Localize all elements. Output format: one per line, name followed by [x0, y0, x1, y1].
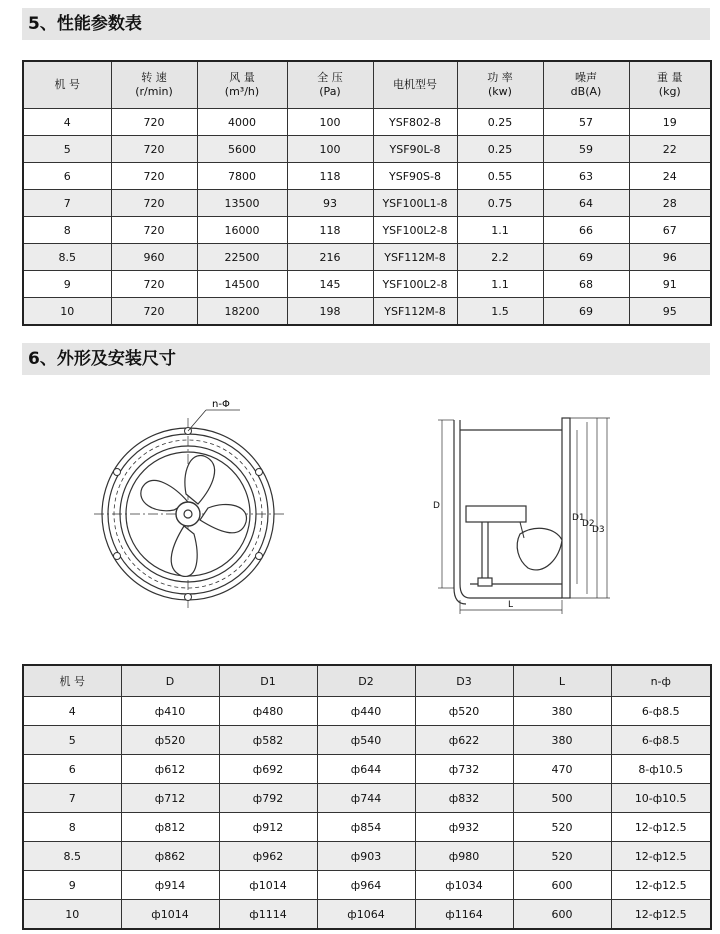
dimensions-cell: ф1114 — [219, 900, 317, 930]
dimensions-cell: ф792 — [219, 784, 317, 813]
performance-cell: 720 — [111, 163, 197, 190]
performance-cell: 68 — [543, 271, 629, 298]
performance-cell: 4000 — [197, 109, 287, 136]
dim-label-d1: D1 — [572, 513, 585, 523]
header-line-2: (kw) — [488, 85, 512, 98]
performance-cell: 7 — [23, 190, 111, 217]
performance-table — [22, 60, 712, 326]
header-line-1: 重 量 — [657, 71, 683, 84]
performance-cell: YSF100L1-8 — [373, 190, 457, 217]
performance-cell: 64 — [543, 190, 629, 217]
fan-side-view-drawing — [432, 408, 622, 618]
dimensions-row — [23, 813, 711, 842]
performance-cell: 69 — [543, 244, 629, 271]
dimensions-header-cell: D — [121, 665, 219, 697]
hole-count-label: n-Φ — [212, 399, 230, 410]
performance-cell: 118 — [287, 163, 373, 190]
header-line-1: 电机型号 — [393, 78, 437, 91]
performance-cell: 10 — [23, 298, 111, 326]
header-line-2: (m³/h) — [224, 85, 260, 98]
dimensions-row — [23, 726, 711, 755]
performance-cell: 93 — [287, 190, 373, 217]
dimensions-cell: ф744 — [317, 784, 415, 813]
dimensions-cell: ф520 — [415, 697, 513, 726]
performance-cell: 19 — [629, 109, 711, 136]
dimensions-header-cell: L — [513, 665, 611, 697]
performance-cell: 22500 — [197, 244, 287, 271]
dimensions-cell: ф410 — [121, 697, 219, 726]
dimensions-cell: 500 — [513, 784, 611, 813]
dimensions-cell: 4 — [23, 697, 121, 726]
dimensions-header-cell: 机 号 — [23, 665, 121, 697]
dimensions-row — [23, 784, 711, 813]
dimensions-cell: 600 — [513, 871, 611, 900]
dimensions-cell: ф964 — [317, 871, 415, 900]
performance-cell: 69 — [543, 298, 629, 326]
header-line-2: dB(A) — [570, 85, 602, 98]
dimensions-cell: ф540 — [317, 726, 415, 755]
performance-row — [23, 109, 711, 136]
dim-label-d3: D3 — [592, 525, 605, 535]
performance-header-cell — [373, 61, 457, 109]
performance-cell: 0.25 — [457, 109, 543, 136]
dimensions-cell: ф520 — [121, 726, 219, 755]
dimensions-cell: 6-ф8.5 — [611, 726, 711, 755]
dimensions-cell: ф1014 — [219, 871, 317, 900]
performance-cell: YSF112M-8 — [373, 244, 457, 271]
dimensions-cell: 10 — [23, 900, 121, 930]
performance-cell: 100 — [287, 109, 373, 136]
performance-cell: 8.5 — [23, 244, 111, 271]
performance-cell: 91 — [629, 271, 711, 298]
header-line-2: (r/min) — [135, 85, 173, 98]
performance-cell: 18200 — [197, 298, 287, 326]
dimensions-cell: 520 — [513, 842, 611, 871]
dimensions-cell: ф932 — [415, 813, 513, 842]
dimensions-cell: ф480 — [219, 697, 317, 726]
dimensions-row — [23, 900, 711, 930]
dimensions-cell: ф712 — [121, 784, 219, 813]
performance-cell: 4 — [23, 109, 111, 136]
dimensions-cell: 5 — [23, 726, 121, 755]
dimensions-cell: 6-ф8.5 — [611, 697, 711, 726]
performance-row — [23, 190, 711, 217]
performance-cell: 720 — [111, 136, 197, 163]
dimensions-cell: ф612 — [121, 755, 219, 784]
performance-header-cell — [111, 61, 197, 109]
performance-cell: 95 — [629, 298, 711, 326]
performance-cell: 59 — [543, 136, 629, 163]
performance-cell: 13500 — [197, 190, 287, 217]
dimensions-cell: 12-ф12.5 — [611, 813, 711, 842]
dimensions-cell: 380 — [513, 726, 611, 755]
dimensions-cell: 12-ф12.5 — [611, 900, 711, 930]
dimensions-cell: ф903 — [317, 842, 415, 871]
dimensions-cell: 9 — [23, 871, 121, 900]
performance-cell: 118 — [287, 217, 373, 244]
side-blade — [517, 528, 562, 570]
performance-cell: 720 — [111, 298, 197, 326]
performance-row — [23, 298, 711, 326]
dim-label-d2: D2 — [582, 519, 595, 529]
performance-header-cell — [23, 61, 111, 109]
performance-row — [23, 217, 711, 244]
header-line-1: 机 号 — [54, 78, 80, 91]
performance-cell: YSF90L-8 — [373, 136, 457, 163]
performance-row — [23, 244, 711, 271]
performance-header-cell — [197, 61, 287, 109]
dimensions-cell: ф582 — [219, 726, 317, 755]
dimensions-row — [23, 755, 711, 784]
dimensions-cell: ф912 — [219, 813, 317, 842]
dimensions-cell: ф732 — [415, 755, 513, 784]
performance-cell: 8 — [23, 217, 111, 244]
performance-cell: YSF802-8 — [373, 109, 457, 136]
dimensions-row — [23, 871, 711, 900]
dimensions-header-cell: D2 — [317, 665, 415, 697]
performance-cell: 24 — [629, 163, 711, 190]
dimensions-cell: 8 — [23, 813, 121, 842]
performance-cell: YSF112M-8 — [373, 298, 457, 326]
dimensions-cell: ф1014 — [121, 900, 219, 930]
performance-cell: 66 — [543, 217, 629, 244]
performance-cell: 14500 — [197, 271, 287, 298]
dimensions-cell: ф854 — [317, 813, 415, 842]
performance-cell: 7800 — [197, 163, 287, 190]
dimensions-cell: 8-ф10.5 — [611, 755, 711, 784]
performance-cell: 6 — [23, 163, 111, 190]
dimensions-cell: ф980 — [415, 842, 513, 871]
dimensions-row — [23, 842, 711, 871]
performance-header-row — [23, 61, 711, 109]
performance-cell: 1.5 — [457, 298, 543, 326]
dimensions-row — [23, 697, 711, 726]
dimensions-table — [22, 664, 712, 930]
dimensions-cell: ф1064 — [317, 900, 415, 930]
dimensions-cell: 12-ф12.5 — [611, 842, 711, 871]
performance-cell: 720 — [111, 109, 197, 136]
performance-cell: 0.75 — [457, 190, 543, 217]
performance-cell: 2.2 — [457, 244, 543, 271]
dimensions-cell: ф1034 — [415, 871, 513, 900]
performance-cell: 63 — [543, 163, 629, 190]
dimensions-cell: ф1164 — [415, 900, 513, 930]
dim-label-l: L — [508, 600, 514, 610]
dimensions-cell: ф914 — [121, 871, 219, 900]
performance-cell: 16000 — [197, 217, 287, 244]
performance-cell: YSF100L2-8 — [373, 217, 457, 244]
dimensions-cell: 600 — [513, 900, 611, 930]
performance-cell: 5600 — [197, 136, 287, 163]
performance-cell: 28 — [629, 190, 711, 217]
fan-front-view-drawing — [90, 392, 290, 612]
performance-cell: 960 — [111, 244, 197, 271]
dimensions-cell: 470 — [513, 755, 611, 784]
dimensions-header-cell: D1 — [219, 665, 317, 697]
dimensions-cell: 12-ф12.5 — [611, 871, 711, 900]
performance-cell: 198 — [287, 298, 373, 326]
performance-cell: 1.1 — [457, 271, 543, 298]
performance-cell: YSF100L2-8 — [373, 271, 457, 298]
dimensions-cell: ф622 — [415, 726, 513, 755]
performance-cell: 100 — [287, 136, 373, 163]
performance-cell: 216 — [287, 244, 373, 271]
header-line-1: 转 速 — [141, 71, 167, 84]
dimensions-cell: ф440 — [317, 697, 415, 726]
dimensions-cell: ф812 — [121, 813, 219, 842]
performance-cell: 0.25 — [457, 136, 543, 163]
performance-cell: 720 — [111, 190, 197, 217]
dim-label-d: D — [433, 501, 440, 511]
dimensions-cell: ф644 — [317, 755, 415, 784]
performance-cell: 67 — [629, 217, 711, 244]
performance-cell: 145 — [287, 271, 373, 298]
dimensions-cell: 6 — [23, 755, 121, 784]
performance-header-cell — [457, 61, 543, 109]
dimensions-cell: 8.5 — [23, 842, 121, 871]
performance-header-cell — [287, 61, 373, 109]
dimensions-section-title: 6、外形及安装尺寸 — [22, 343, 710, 375]
performance-section-title: 5、性能参数表 — [22, 8, 710, 40]
dimensions-cell: 7 — [23, 784, 121, 813]
performance-row — [23, 163, 711, 190]
performance-cell: 57 — [543, 109, 629, 136]
dimensions-cell: 10-ф10.5 — [611, 784, 711, 813]
dimensions-cell: 520 — [513, 813, 611, 842]
dimensions-cell: ф692 — [219, 755, 317, 784]
performance-cell: 720 — [111, 217, 197, 244]
performance-header-cell — [629, 61, 711, 109]
dimensions-cell: ф832 — [415, 784, 513, 813]
performance-cell: YSF90S-8 — [373, 163, 457, 190]
performance-cell: 96 — [629, 244, 711, 271]
performance-cell: 1.1 — [457, 217, 543, 244]
performance-cell: 9 — [23, 271, 111, 298]
performance-cell: 22 — [629, 136, 711, 163]
performance-cell: 0.55 — [457, 163, 543, 190]
dimensions-cell: ф962 — [219, 842, 317, 871]
dimensions-cell: ф862 — [121, 842, 219, 871]
dimensions-header-cell: n-ф — [611, 665, 711, 697]
header-line-1: 全 压 — [317, 71, 343, 84]
header-line-2: (kg) — [658, 85, 681, 98]
dimensions-header-cell: D3 — [415, 665, 513, 697]
dimensions-cell: 380 — [513, 697, 611, 726]
dimensions-header-row — [23, 665, 711, 697]
performance-cell: 720 — [111, 271, 197, 298]
performance-cell: 5 — [23, 136, 111, 163]
performance-row — [23, 136, 711, 163]
header-line-1: 风 量 — [229, 71, 255, 84]
performance-header-cell — [543, 61, 629, 109]
performance-row — [23, 271, 711, 298]
header-line-1: 噪声 — [575, 71, 597, 84]
header-line-1: 功 率 — [487, 71, 513, 84]
header-line-2: (Pa) — [319, 85, 341, 98]
